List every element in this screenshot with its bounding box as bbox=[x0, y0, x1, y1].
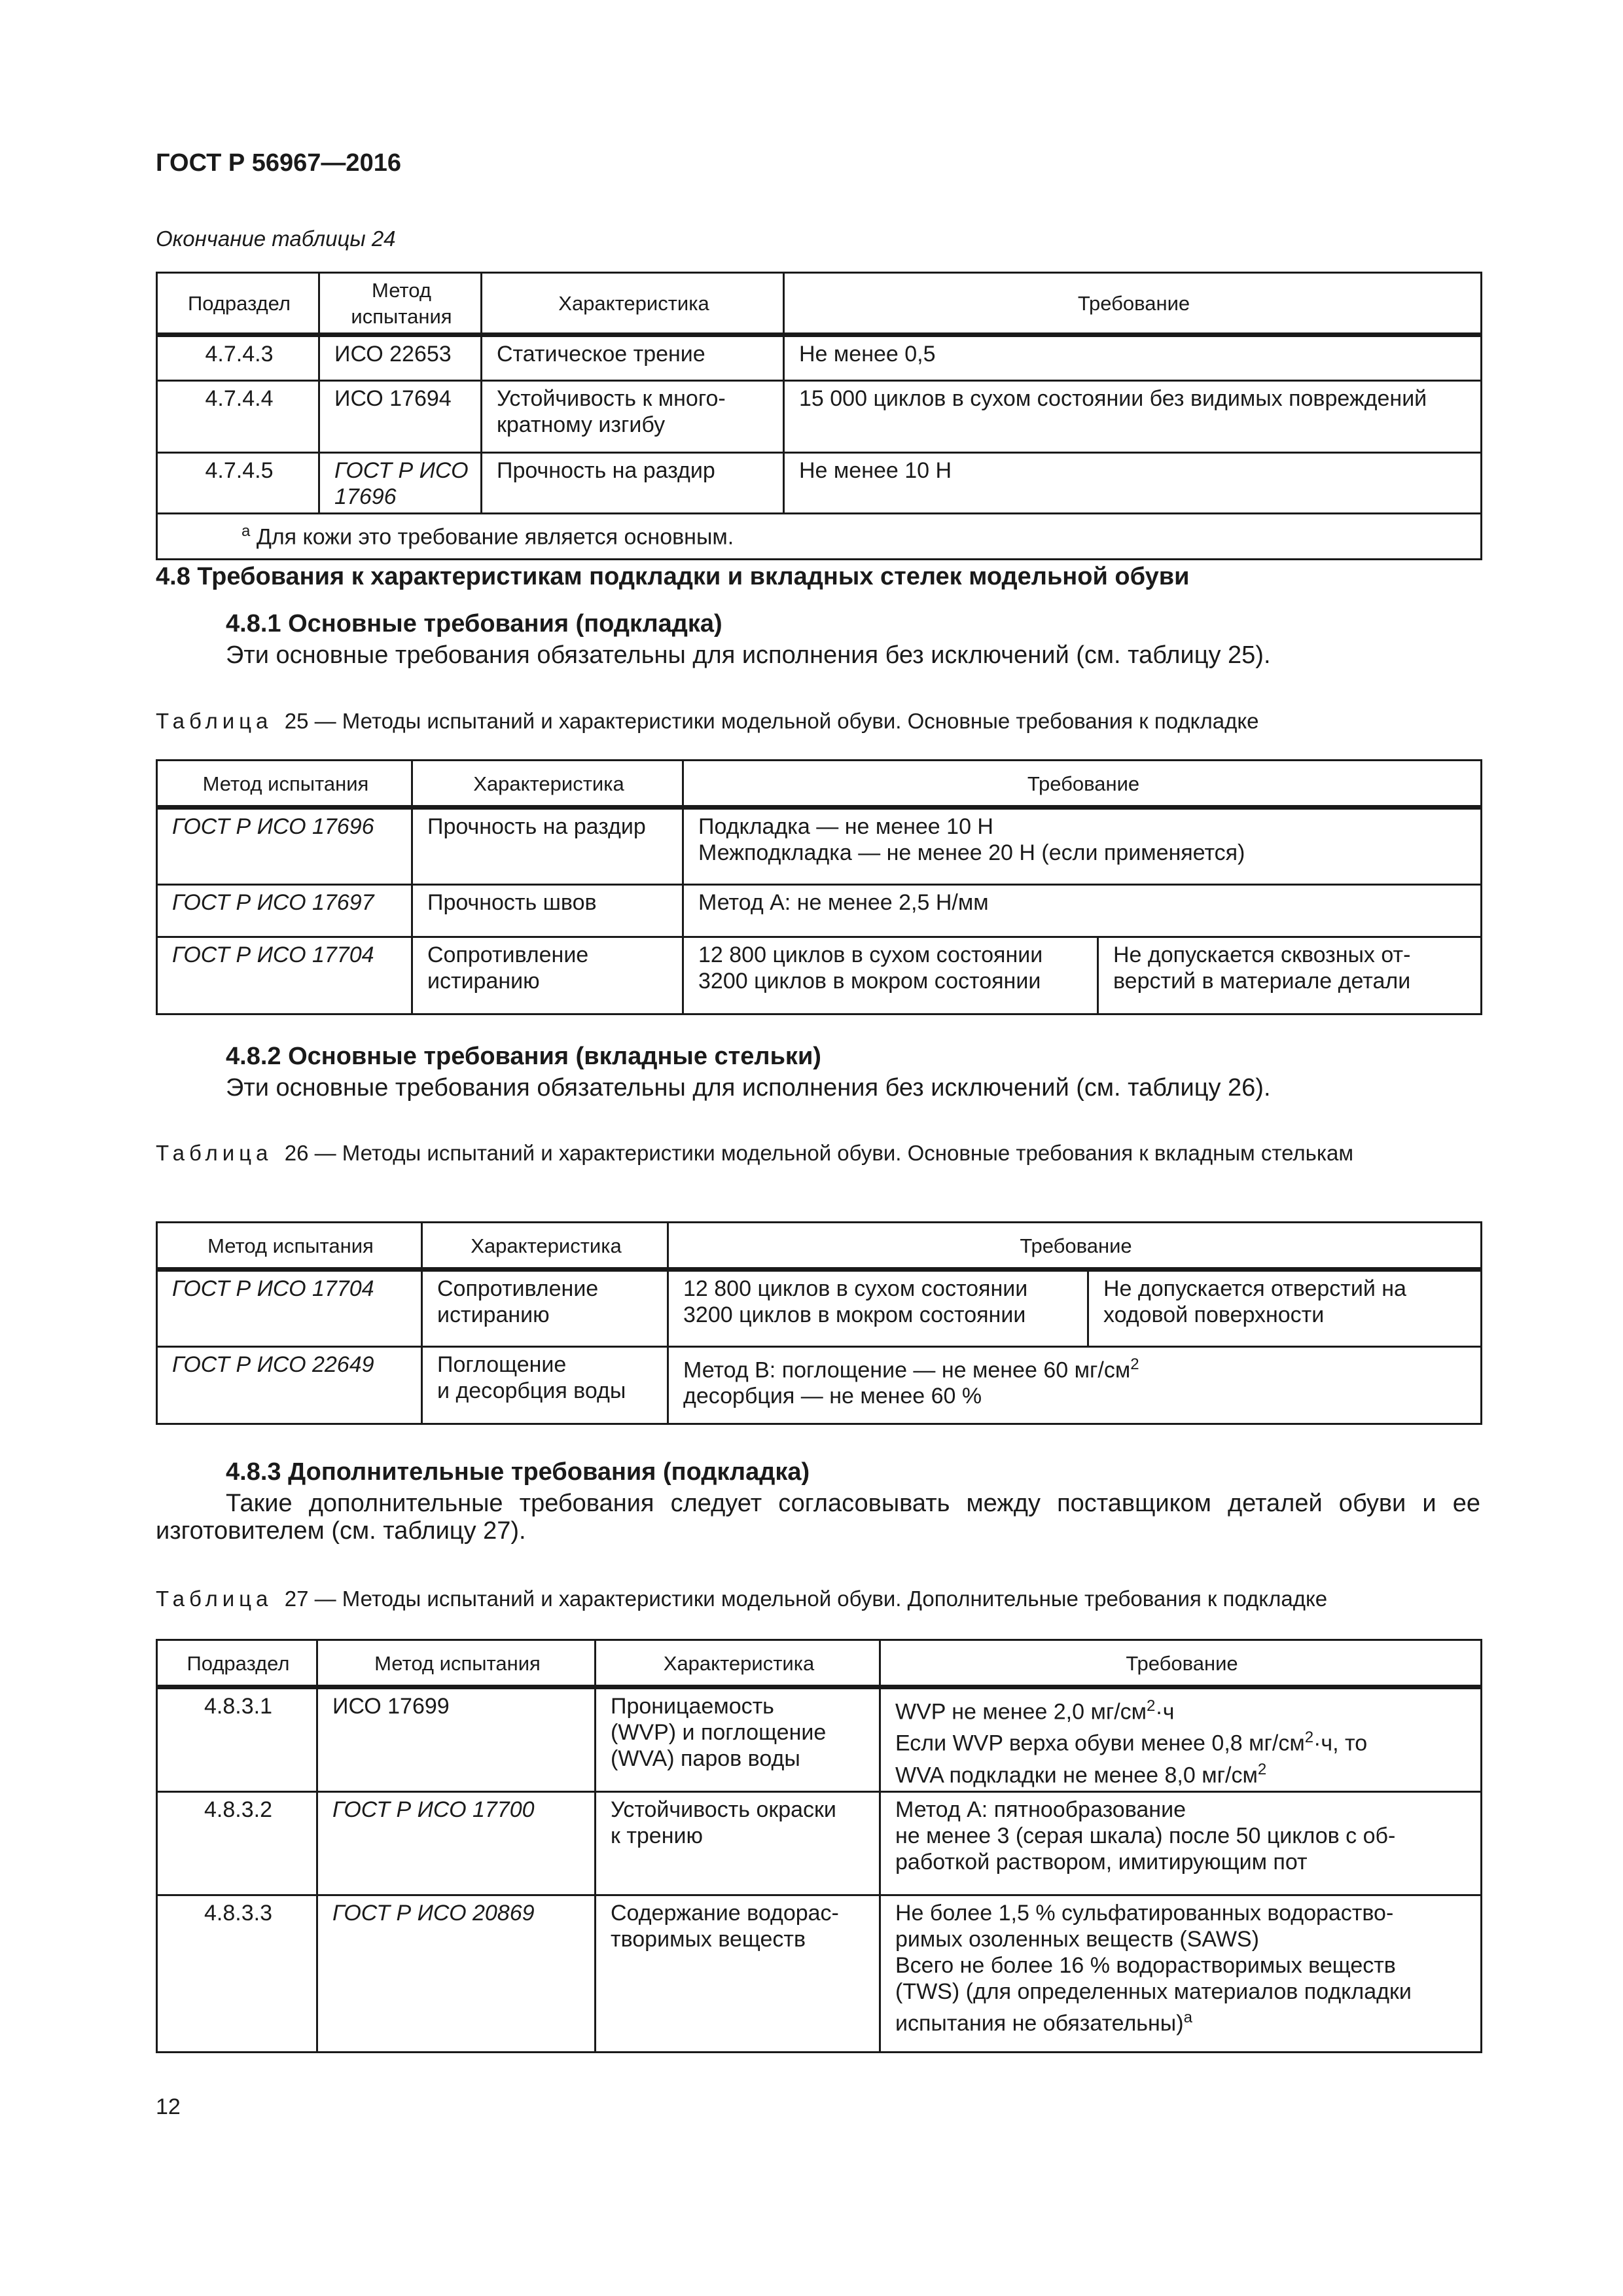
characteristic-line: Поглощение bbox=[437, 1352, 567, 1377]
section-text-4-8-1: Эти основные требования обязательны для исполнения без исключений (см. таблицу 25). bbox=[226, 641, 1271, 669]
col-header-characteristic: Характеристика bbox=[422, 1223, 668, 1270]
requirement-line: Не допускается отверстий на bbox=[1103, 1276, 1406, 1301]
cell-characteristic bbox=[422, 1347, 668, 1424]
table-row bbox=[157, 885, 1482, 937]
requirement-line: римых озоленных веществ (SAWS) bbox=[895, 1926, 1259, 1952]
characteristic-line: Сопротивление bbox=[437, 1276, 599, 1301]
requirement-line: ходовой поверхности bbox=[1103, 1302, 1325, 1327]
table-row bbox=[157, 808, 1482, 885]
table-26-caption bbox=[156, 1140, 1478, 1166]
requirement-line bbox=[683, 1352, 1469, 1383]
document-code: ГОСТ Р 56967—2016 bbox=[156, 149, 401, 177]
characteristic-line: истиранию bbox=[437, 1302, 550, 1327]
superscript: 2 bbox=[1147, 1697, 1156, 1715]
table-row bbox=[157, 1791, 1482, 1895]
cell-requirement: Не менее 10 Н bbox=[784, 453, 1482, 514]
characteristic-line: Содержание водорас- bbox=[611, 1900, 839, 1926]
table-row bbox=[157, 453, 1482, 514]
footnote-text: Для кожи это требование является основным. bbox=[256, 524, 734, 550]
requirement-text: испытания не обязательны) bbox=[895, 2011, 1184, 2036]
col-header-characteristic: Характеристика bbox=[596, 1640, 880, 1687]
characteristic-line: (WVP) и поглощение bbox=[611, 1720, 827, 1745]
cell-characteristic: Статическое трение bbox=[482, 335, 784, 381]
cell-characteristic bbox=[412, 937, 683, 1014]
table-row bbox=[157, 1270, 1482, 1347]
cell-method: ГОСТ Р ИСО 17697 bbox=[157, 885, 412, 937]
characteristic-line: Сопротивление bbox=[427, 942, 589, 967]
cell-characteristic bbox=[596, 1791, 880, 1895]
cell-subsection: 4.7.4.3 bbox=[157, 335, 319, 381]
section-heading-4-8-1: 4.8.1 Основные требования (подкладка) bbox=[226, 610, 722, 637]
table-row bbox=[157, 381, 1482, 453]
requirement-text: WVP не менее 2,0 мг/см bbox=[895, 1699, 1147, 1725]
footnote-mark: а bbox=[1183, 2008, 1192, 2026]
cell-requirement bbox=[880, 1791, 1482, 1895]
requirement-line: 12 800 циклов в сухом состоянии bbox=[698, 942, 1043, 967]
caption-text: 26 — Методы испытаний и характеристики модельной обуви. Основные требования к вкладным стелькам bbox=[284, 1141, 1354, 1165]
requirement-line: 3200 циклов в мокром состоянии bbox=[698, 969, 1041, 994]
requirement-line: Не допускается сквозных от- bbox=[1113, 942, 1411, 967]
cell-subsection: 4.8.3.2 bbox=[157, 1791, 317, 1895]
section-text-4-8-2: Эти основные требования обязательны для исполнения без исключений (см. таблицу 26). bbox=[226, 1074, 1271, 1102]
requirement-line: Межподкладка — не менее 20 Н (если применяется) bbox=[698, 840, 1245, 865]
requirement-line bbox=[895, 2005, 1469, 2036]
cell-method: ГОСТ Р ИСО 17704 bbox=[157, 1270, 422, 1347]
cell-subsection: 4.7.4.5 bbox=[157, 453, 319, 514]
requirement-line: Метод А: пятнообразование bbox=[895, 1797, 1186, 1822]
col-header-characteristic: Характеристика bbox=[412, 761, 683, 808]
cell-subsection: 4.8.3.1 bbox=[157, 1687, 317, 1792]
col-header-requirement: Требование bbox=[784, 273, 1482, 335]
col-header-subsection: Подраздел bbox=[157, 273, 319, 335]
table-26 bbox=[156, 1221, 1482, 1425]
characteristic-line: (WVA) паров воды bbox=[611, 1746, 800, 1771]
requirement-line bbox=[895, 1693, 1469, 1725]
table-25-caption bbox=[156, 708, 1478, 734]
cell-method: ГОСТ Р ИСО 17700 bbox=[317, 1791, 596, 1895]
table-25 bbox=[156, 759, 1482, 1015]
requirement-line: не менее 3 (серая шкала) после 50 циклов с об- bbox=[895, 1823, 1396, 1848]
cell-characteristic: Устойчивость к много-кратному изгибу bbox=[482, 381, 784, 453]
cell-subsection: 4.7.4.4 bbox=[157, 381, 319, 453]
superscript: 2 bbox=[1257, 1760, 1267, 1778]
requirement-line: работкой раствором, имитирующим пот bbox=[895, 1849, 1308, 1874]
requirement-text: WVA подкладки не менее 8,0 мг/см bbox=[895, 1762, 1258, 1787]
table-footnote-row bbox=[157, 514, 1482, 560]
cell-method: ГОСТ Р ИСО 22649 bbox=[157, 1347, 422, 1424]
requirement-line: Подкладка — не менее 10 Н bbox=[698, 814, 993, 839]
cell-requirement bbox=[880, 1687, 1482, 1792]
requirement-line: 3200 циклов в мокром состоянии bbox=[683, 1302, 1026, 1327]
cell-characteristic bbox=[596, 1687, 880, 1792]
cell-method: ИСО 22653 bbox=[319, 335, 482, 381]
cell-characteristic: Прочность швов bbox=[412, 885, 683, 937]
cell-characteristic bbox=[596, 1895, 880, 2052]
table-row bbox=[157, 1895, 1482, 2052]
cell-characteristic: Прочность на раздир bbox=[412, 808, 683, 885]
cell-requirement: Метод А: не менее 2,5 Н/мм bbox=[683, 885, 1482, 937]
cell-requirement-note bbox=[1088, 1270, 1482, 1347]
requirement-line: (TWS) (для определенных материалов подкладки bbox=[895, 1979, 1412, 2004]
col-header-requirement: Требование bbox=[683, 761, 1482, 808]
requirement-line: Не более 1,5 % сульфатированных водораство- bbox=[895, 1900, 1394, 1926]
cell-requirement bbox=[668, 1347, 1482, 1424]
caption-label: Таблица bbox=[156, 709, 273, 733]
cell-method: ГОСТ Р ИСО 17696 bbox=[157, 808, 412, 885]
table-row bbox=[157, 937, 1482, 1014]
caption-text: 25 — Методы испытаний и характеристики модельной обуви. Основные требования к подкладке bbox=[284, 709, 1259, 733]
superscript: 2 bbox=[1130, 1355, 1139, 1373]
col-header-method: Метод испытания bbox=[157, 1223, 422, 1270]
col-header-method: Метод испытания bbox=[157, 761, 412, 808]
cell-requirement-note bbox=[1098, 937, 1482, 1014]
caption-label: Таблица bbox=[156, 1587, 273, 1611]
cell-method: ГОСТ Р ИСО 17696 bbox=[319, 453, 482, 514]
caption-text: 27 — Методы испытаний и характеристики модельной обуви. Дополнительные требования к подкладке bbox=[284, 1587, 1328, 1611]
table-27-caption bbox=[156, 1586, 1478, 1612]
col-header-requirement: Требование bbox=[880, 1640, 1482, 1687]
requirement-line bbox=[895, 1757, 1469, 1788]
col-header-subsection: Подраздел bbox=[157, 1640, 317, 1687]
cell-requirement bbox=[683, 808, 1482, 885]
table-row bbox=[157, 335, 1482, 381]
table-24 bbox=[156, 272, 1482, 560]
requirement-text: Метод В: поглощение — не менее 60 мг/см bbox=[683, 1357, 1131, 1383]
requirement-text: Если WVP верха обуви менее 0,8 мг/см bbox=[895, 1731, 1305, 1756]
cell-requirement: Не менее 0,5 bbox=[784, 335, 1482, 381]
characteristic-line: Проницаемость bbox=[611, 1694, 774, 1719]
requirement-line: Всего не более 16 % водорастворимых веществ bbox=[895, 1952, 1396, 1978]
cell-subsection: 4.8.3.3 bbox=[157, 1895, 317, 2052]
characteristic-line: Устойчивость окраски bbox=[611, 1797, 836, 1822]
table-footnote bbox=[157, 514, 1482, 560]
requirement-line: десорбция — не менее 60 % bbox=[683, 1384, 982, 1409]
characteristic-line: истиранию bbox=[427, 969, 540, 994]
table-row bbox=[157, 1347, 1482, 1424]
section-heading-4-8-2: 4.8.2 Основные требования (вкладные стельки) bbox=[226, 1043, 821, 1070]
requirement-text: ·ч, то bbox=[1313, 1731, 1368, 1756]
cell-characteristic: Прочность на раздир bbox=[482, 453, 784, 514]
requirement-line bbox=[895, 1725, 1469, 1756]
cell-requirement bbox=[683, 937, 1098, 1014]
requirement-line: 12 800 циклов в сухом состоянии bbox=[683, 1276, 1028, 1301]
col-header-characteristic: Характеристика bbox=[482, 273, 784, 335]
section-heading-4-8-3: 4.8.3 Дополнительные требования (подкладка) bbox=[226, 1458, 810, 1486]
section-heading-4-8: 4.8 Требования к характеристикам подкладки и вкладных стелек модельной обуви bbox=[156, 563, 1190, 590]
col-header-requirement: Требование bbox=[668, 1223, 1482, 1270]
table-24-continuation-label: Окончание таблицы 24 bbox=[156, 226, 396, 251]
cell-characteristic bbox=[422, 1270, 668, 1347]
col-header-method: Метод испытания bbox=[317, 1640, 596, 1687]
characteristic-line: творимых веществ bbox=[611, 1926, 806, 1952]
footnote-mark: а bbox=[241, 522, 251, 540]
superscript: 2 bbox=[1304, 1729, 1314, 1747]
cell-requirement: 15 000 циклов в сухом состоянии без видимых повреждений bbox=[784, 381, 1482, 453]
characteristic-line: к трению bbox=[611, 1823, 703, 1848]
cell-method: ГОСТ Р ИСО 17704 bbox=[157, 937, 412, 1014]
cell-method: ГОСТ Р ИСО 20869 bbox=[317, 1895, 596, 2052]
cell-requirement bbox=[668, 1270, 1088, 1347]
cell-method: ИСО 17699 bbox=[317, 1687, 596, 1792]
caption-label: Таблица bbox=[156, 1141, 273, 1165]
requirement-line: верстий в материале детали bbox=[1113, 969, 1411, 994]
table-row bbox=[157, 1687, 1482, 1792]
page-number: 12 bbox=[156, 2094, 181, 2119]
col-header-method: Метод испытания bbox=[319, 273, 482, 335]
cell-method: ИСО 17694 bbox=[319, 381, 482, 453]
cell-requirement bbox=[880, 1895, 1482, 2052]
section-text-4-8-3: Такие дополнительные требования следует согласовывать между поставщиком деталей обуви и ее изготовителем (см. таблицу 27). bbox=[156, 1490, 1480, 1545]
characteristic-line: и десорбция воды bbox=[437, 1378, 626, 1403]
table-27 bbox=[156, 1639, 1482, 2053]
requirement-text: ·ч bbox=[1155, 1699, 1175, 1725]
